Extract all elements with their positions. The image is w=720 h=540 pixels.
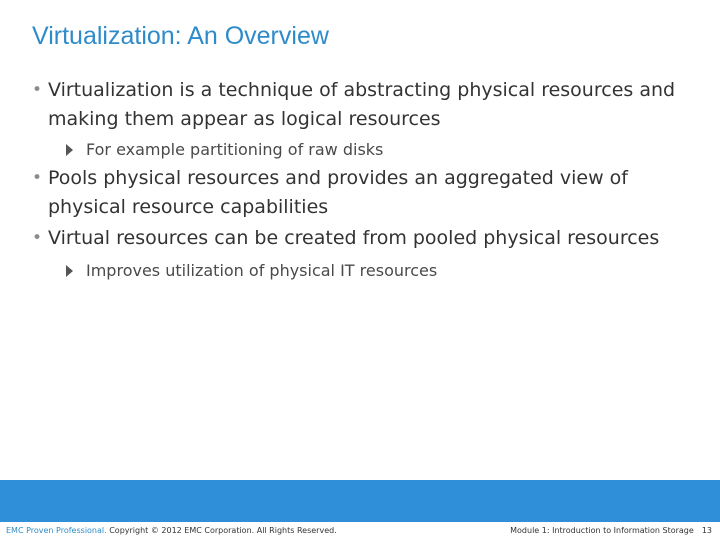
sub-bullet-text: Improves utilization of physical IT resources xyxy=(86,261,438,280)
bullet-dot-icon: • xyxy=(32,228,43,248)
page-number: 13 xyxy=(701,526,712,535)
bullet-list xyxy=(30,76,700,281)
bullet-text: Virtualization is a technique of abstracting physical resources and making them appear as logical resources xyxy=(48,79,676,130)
bullet-text: Virtual resources can be created from pooled physical resources xyxy=(48,227,660,249)
sub-bullet-item xyxy=(30,140,700,160)
footer-band xyxy=(0,480,720,522)
bullet-item xyxy=(30,76,700,134)
footer-module-info xyxy=(510,526,712,535)
bullet-dot-icon: • xyxy=(32,80,43,100)
bullet-text: Pools physical resources and provides an aggregated view of physical resource capabilities xyxy=(48,167,628,218)
sub-bullet-text: For example partitioning of raw disks xyxy=(86,140,384,159)
footer-copyright xyxy=(6,526,337,535)
slide-title: Virtualization: An Overview xyxy=(32,22,329,50)
arrow-right-icon xyxy=(66,265,73,277)
footer-copyright-text: Copyright © 2012 EMC Corporation. All Rights Reserved. xyxy=(106,526,337,535)
bullet-item xyxy=(30,224,700,253)
sub-bullet-item xyxy=(30,261,700,281)
footer-brand: EMC Proven Professional. xyxy=(6,526,107,535)
bullet-item xyxy=(30,164,700,222)
arrow-right-icon xyxy=(66,144,73,156)
bullet-dot-icon: • xyxy=(32,168,43,188)
footer-module: Module 1: Introduction to Information Storage xyxy=(510,526,694,535)
